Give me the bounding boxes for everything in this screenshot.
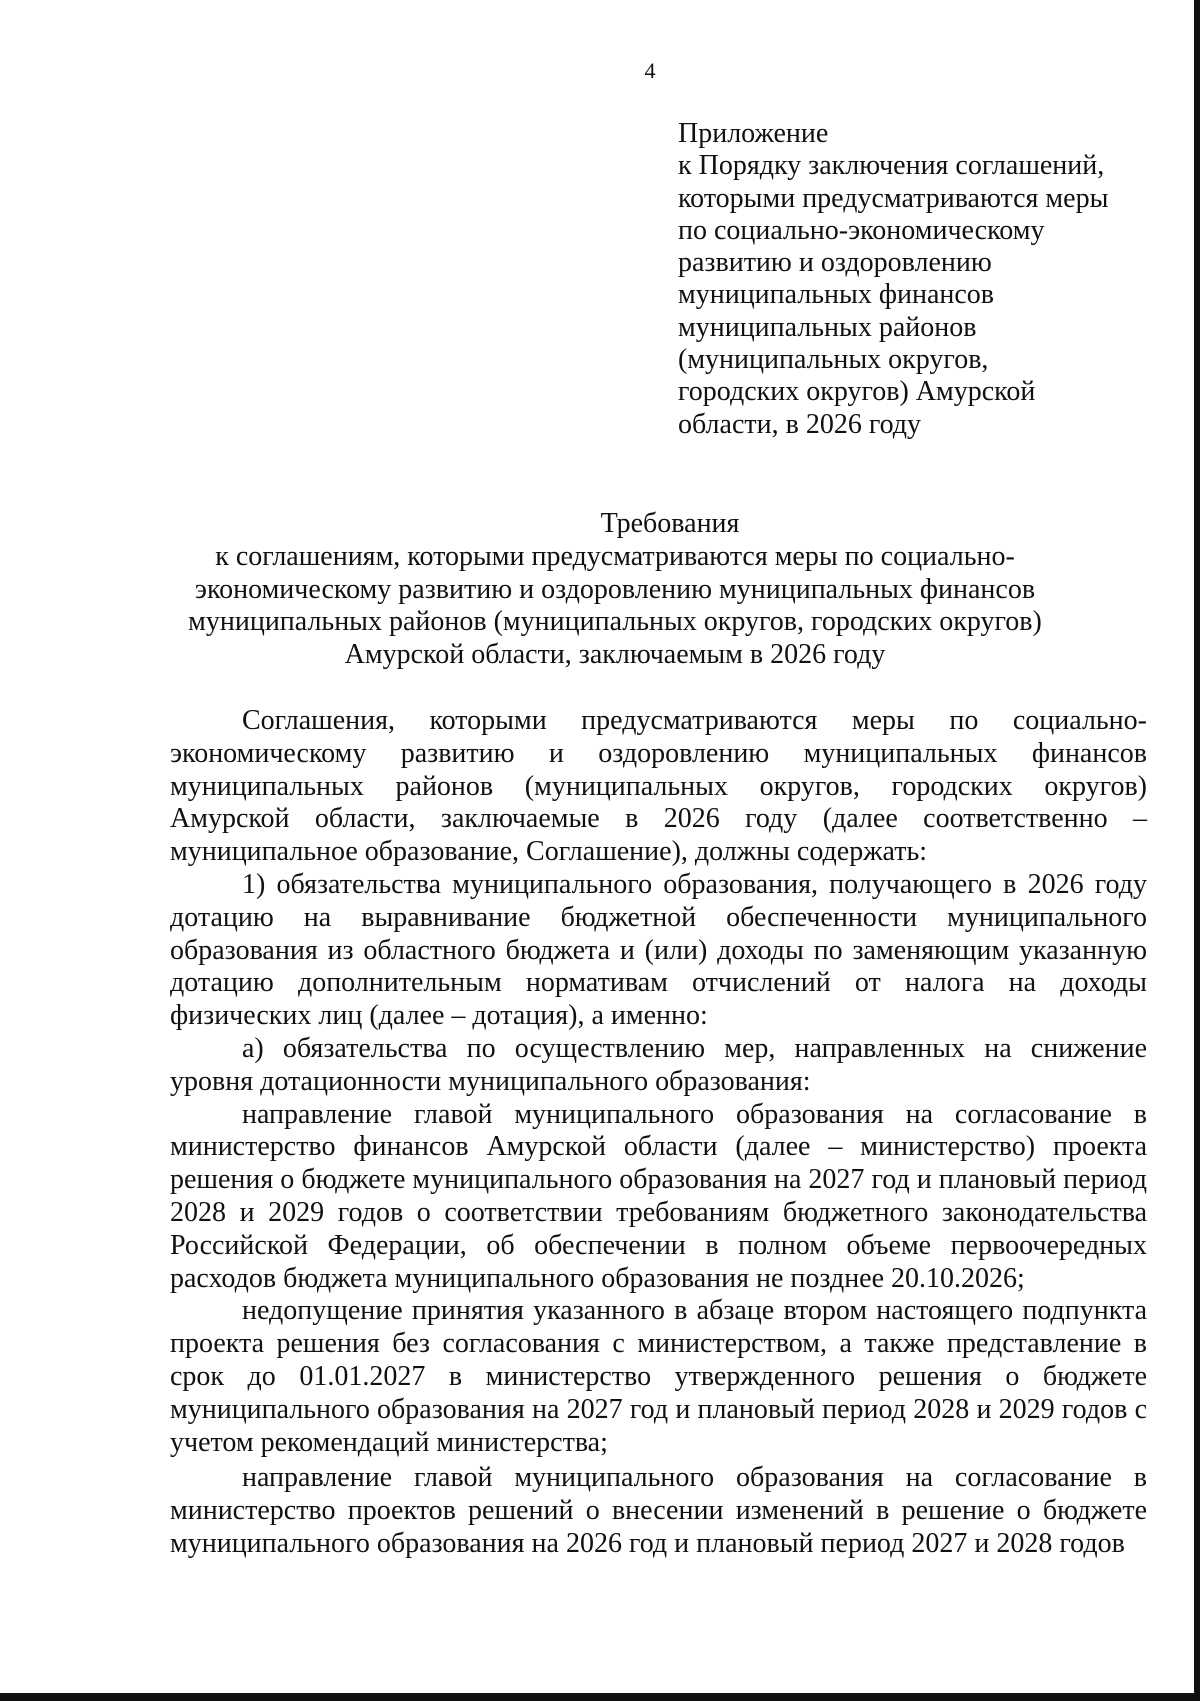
title-heading: Требования <box>600 508 740 539</box>
document-subtitle <box>70 541 1200 671</box>
appendix-line: Приложение <box>678 118 829 149</box>
paragraph: а) обязательства по осуществлению мер, направленных на снижение уровня дотационности муниципального образования: <box>170 1032 1147 1097</box>
appendix-line: муниципальных финансов <box>678 279 995 311</box>
appendix-line: муниципальных районов <box>678 311 977 343</box>
paragraph: Соглашения, которыми предусматриваются меры по социально-экономическому развитию и оздоровлению муниципальных финансов муниципальных районов (муниципальных округов, городских округов) Амурской области, заключаемые в 2026 году (далее соответственно – муниципальное образование, Соглашение), должны содержать: <box>170 705 1147 868</box>
paragraph: направление главой муниципального образования на согласование в министерство финансов Амурской области (далее – министерство) проекта решения о бюджете муниципального образования на 2027 год и плановый период 2028 и 2029 годов о соответствии требованиям бюджетного законодательства Российской Федерации, об обеспечении в полном объеме первоочередных расходов бюджета муниципального образования не позднее 20.10.2026; <box>170 1098 1147 1294</box>
subtitle-line: экономическому развитию и оздоровлению муниципальных финансов <box>194 573 1036 605</box>
paragraph: недопущение принятия указанного в абзаце втором настоящего подпункта проекта решения без согласования с министерством, а также представление в срок до 01.01.2027 в министерство утвержденного решения о бюджете муниципального образования на 2027 год и плановый период 2028 и 2029 годов с учетом рекомендаций министерства; <box>170 1295 1147 1458</box>
appendix-line: (муниципальных округов, <box>678 344 989 376</box>
appendix-line: развитию и оздоровлению <box>678 247 992 279</box>
subtitle-line: муниципальных районов (муниципальных округов, городских округов) <box>188 606 1042 637</box>
appendix-line: городских округов) Амурской <box>678 376 1036 408</box>
appendix-line: к Порядку заключения соглашений, <box>678 150 1105 182</box>
appendix-line: области, в 2026 году <box>678 408 922 440</box>
paragraph: 1) обязательства муниципального образования, получающего в 2026 году дотацию на выравнивание бюджетной обеспеченности муниципального образования из областного бюджета и (или) доходы по заменяющим указанную дотацию дополнительным нормативам отчислений от налога на доходы физических лиц (далее – дотация), а именно: <box>170 868 1147 1032</box>
appendix-line: которыми предусматриваются меры <box>678 182 1109 214</box>
document-body <box>170 705 1147 1561</box>
document-title <box>80 508 1140 541</box>
subtitle-line: Амурской области, заключаемым в 2026 году <box>344 638 886 670</box>
page-number: 4 <box>644 58 656 83</box>
appendix-line: по социально-экономическому <box>678 214 1045 246</box>
scan-border-right <box>1194 0 1200 1701</box>
subtitle-line: к соглашениям, которыми предусматриваются меры по социально- <box>215 541 1015 572</box>
paragraph: направление главой муниципального образования на согласование в министерство проектов решений о внесении изменений в решение о бюджете муниципального образования на 2026 год и плановый период 2027 и 2028 годов <box>170 1462 1147 1559</box>
scan-border-bottom <box>0 1693 1200 1701</box>
appendix-header <box>678 118 1158 441</box>
